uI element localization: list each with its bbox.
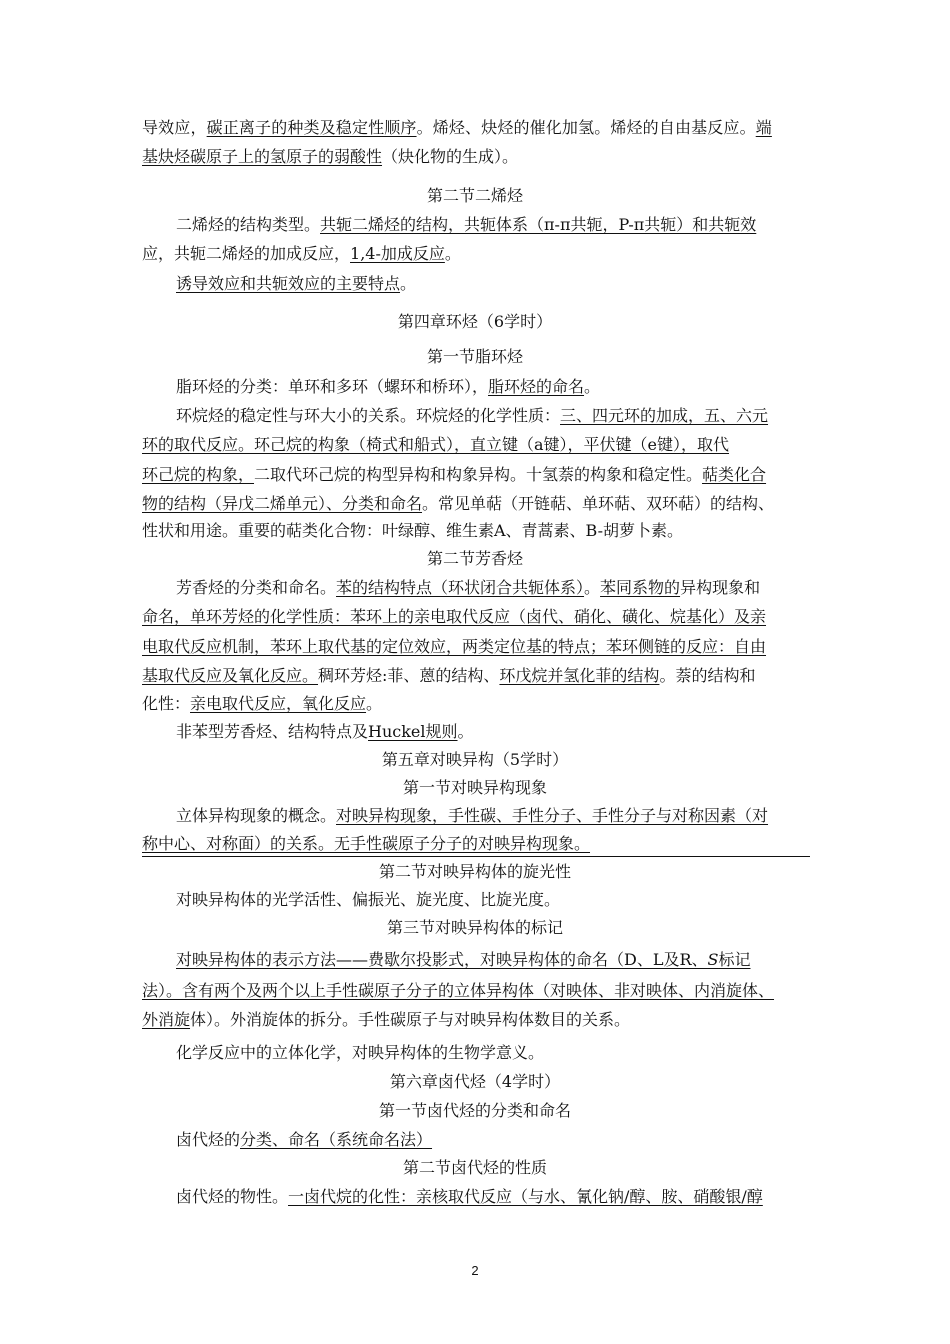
horizontal-rule	[142, 856, 810, 857]
paragraph-line: 对映异构体的光学活性、偏振光、旋光度、比旋光度。	[176, 890, 561, 909]
paragraph-line: 性状和用途。重要的萜类化合物：叶绿醇、维生素A、青蒿素、B-胡萝卜素。	[142, 521, 684, 540]
section-heading: 第一节脂环烃	[426, 347, 523, 366]
section-heading: 第二节二烯烃	[426, 186, 523, 205]
page-number: 2	[471, 1263, 479, 1278]
paragraph-line: 化性：亲电取代反应，氧化反应。	[142, 694, 383, 713]
section-heading: 第三节对映异构体的标记	[386, 918, 563, 937]
paragraph-line: 卤代烃的物性。一卤代烷的化性：亲核取代反应（与水、氰化钠/醇、胺、硝酸银/醇	[176, 1187, 763, 1206]
paragraph-line: 外消旋体）。外消旋体的拆分。手性碳原子与对映异构体数目的关系。	[142, 1010, 631, 1029]
paragraph-line: 芳香烃的分类和命名。苯的结构特点（环状闭合共轭体系）。苯同系物的异构现象和	[176, 578, 761, 597]
section-heading: 第二节卤代烃的性质	[402, 1158, 547, 1177]
paragraph-line: 环的取代反应。环己烷的构象（椅式和船式），直立键（a键），平伏键（e键），取代	[142, 435, 730, 454]
paragraph-line: 化学反应中的立体化学，对映异构体的生物学意义。	[176, 1043, 545, 1062]
section-heading: 第二节对映异构体的旋光性	[378, 862, 571, 881]
paragraph-line: 对映异构体的表示方法——费歇尔投影式，对映异构体的命名（D、L及R、S标记	[176, 950, 751, 969]
paragraph-line: 电取代反应机制，苯环上取代基的定位效应，两类定位基的特点；苯环侧链的反应：自由	[142, 637, 767, 656]
paragraph-line: 脂环烃的分类：单环和多环（螺环和桥环），脂环烃的命名。	[176, 377, 601, 396]
chapter-heading: 第五章对映异构（5学时）	[381, 750, 569, 769]
paragraph-line: 环烷烃的稳定性与环大小的关系。环烷烃的化学性质：三、四元环的加成，五、六元	[176, 406, 769, 425]
paragraph-line: 法）。含有两个及两个以上手性碳原子分子的立体异构体（对映体、非对映体、内消旋体、	[142, 981, 775, 1000]
paragraph-line: 环己烷的构象，二取代环己烷的构型异构和构象异构。十氢萘的构象和稳定性。萜类化合	[142, 465, 767, 484]
chapter-heading: 第六章卤代烃（4学时）	[389, 1072, 561, 1091]
section-heading: 第一节对映异构现象	[402, 778, 547, 797]
paragraph-line: 二烯烃的结构类型。共轭二烯烃的结构，共轭体系（π-π共轭，P-π共轭）和共轭效	[176, 215, 757, 234]
paragraph-line: 立体异构现象的概念。对映异构现象，手性碳、手性分子、手性分子与对称因素（对	[176, 806, 769, 825]
chapter-heading: 第四章环烃（6学时）	[397, 312, 553, 331]
paragraph-line: 命名，单环芳烃的化学性质：苯环上的亲电取代反应（卤代、硝化、磺化、烷基化）及亲	[142, 607, 767, 626]
paragraph-line: 称中心、对称面）的关系。无手性碳原子分子的对映异构现象。	[142, 834, 591, 853]
paragraph-line: 诱导效应和共轭效应的主要特点。	[176, 274, 417, 293]
paragraph-line: 物的结构（异戊二烯单元）、分类和命名。常见单萜（开链萜、单环萜、双环萜）的结构、	[142, 494, 775, 513]
section-heading: 第二节芳香烃	[426, 549, 523, 568]
paragraph-line: 非苯型芳香烃、结构特点及Huckel规则。	[176, 722, 474, 741]
paragraph-line: 基取代反应及氧化反应。稠环芳烃:菲、蒽的结构、环戊烷并氢化菲的结构。萘的结构和	[142, 666, 756, 685]
section-heading: 第一节卤代烃的分类和命名	[378, 1101, 571, 1120]
paragraph-line: 导效应，碳正离子的种类及稳定性顺序。烯烃、炔烃的催化加氢。烯烃的自由基反应。端	[142, 118, 772, 137]
paragraph-line: 应，共轭二烯烃的加成反应，1,4-加成反应。	[142, 244, 461, 263]
paragraph-line: 基炔烃碳原子上的氢原子的弱酸性（炔化物的生成）。	[142, 147, 519, 166]
paragraph-line: 卤代烃的分类、命名（系统命名法）	[176, 1130, 433, 1149]
